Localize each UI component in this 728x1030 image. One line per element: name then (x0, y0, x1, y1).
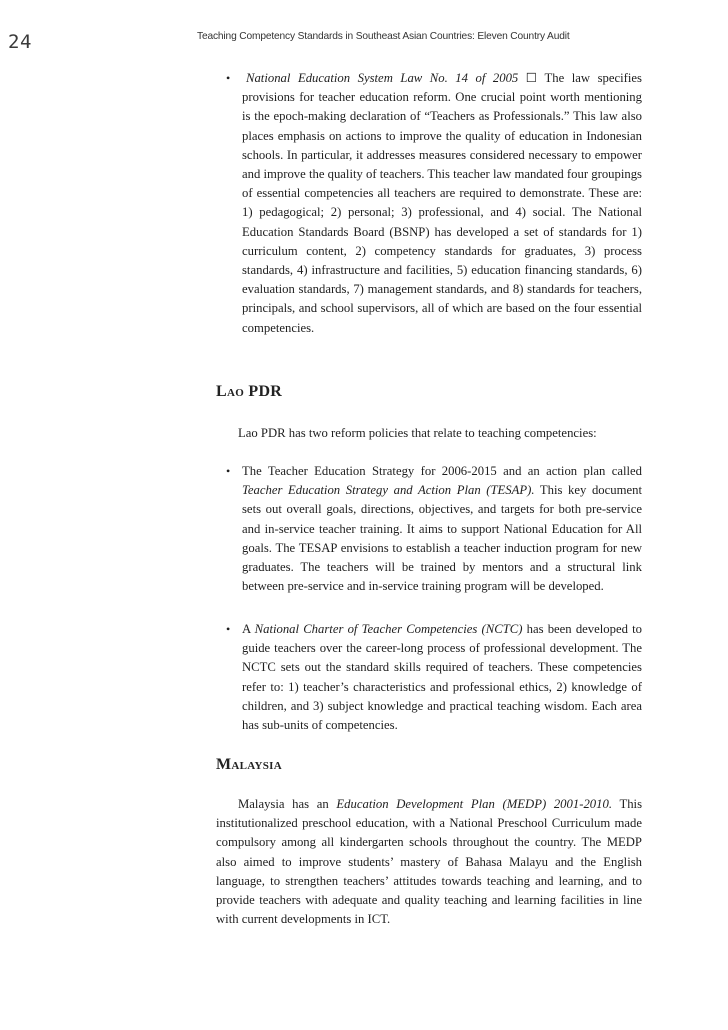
bullet-icon: • (226, 622, 231, 636)
list-item (216, 69, 642, 338)
section-heading-malaysia: Malaysia (216, 756, 283, 773)
bullet-body: The law specifies provisions for teacher education reform. One crucial point worth mentioning is the epoch-making declaration of “Teachers as Professionals.” This law also places emphasis on actions to improve the quality of education in Indonesian schools. In particular, it addresses measures considered necessary to empower and improve the quality of teachers. This teacher law mandated four groupings of essential competencies all teachers are required to demonstrate. These are: 1) pedagogical; 2) personal; 3) professional, and 4) social. The National Education Standards Board (BSNP) has developed a set of standards for 1) curriculum content, 2) competency standards for graduates, 3) process standards, 4) infrastructure and facilities, 5) education financing standards, 6) evaluation standards, 7) management standards, and 8) standards for teachers, principals, and school supervisors, all of which are based on the four essential competencies. (242, 71, 642, 335)
document-title: Teacher Education Strategy and Action Plan (TESAP). (242, 483, 535, 498)
page-number: 24 (8, 31, 32, 53)
bullet-body: A (242, 622, 255, 636)
list-item (216, 620, 642, 735)
bullet-text (242, 620, 642, 735)
bullet-body: This key document sets out overall goals, directions, objectives, and targets for both pre-service and in-service teacher training. It aims to support National Education for All goals. The TESAP envisions to establish a teacher induction program for new graduates. The teachers will be trained by mentors and a structural link between pre-service and in-service training program will be developed. (242, 483, 642, 594)
malaysia-paragraph (216, 795, 642, 929)
section-heading-lao: Lao PDR (216, 383, 283, 400)
document-title: Education Development Plan (MEDP) 2001-2010. (336, 797, 612, 811)
bullet-body: has been developed to guide teachers over the career-long process of professional development. The NCTC sets out the standard skills required of teachers. These competencies refer to: 1) teacher’s characteristics and professional ethics, 2) knowledge of children, and 3) subject knowledge and practical teaching wisdom. Each area has sub-units of competencies. (242, 622, 642, 733)
bullet-body: The Teacher Education Strategy for 2006-2015 and an action plan called (242, 464, 642, 478)
lao-intro: Lao PDR has two reform policies that relate to teaching competencies: (238, 426, 597, 440)
separator: ☐ (518, 71, 545, 85)
para-text: Malaysia has an (238, 797, 337, 811)
running-header: Teaching Competency Standards in Southeast Asian Countries: Eleven Country Audit (197, 31, 570, 42)
bullet-icon: • (226, 71, 231, 85)
para-text: This institutionalized preschool education, with a National Preschool Curriculum made compulsory among all kindergarten schools throughout the country. The MEDP also aimed to improve students’ mastery of Bahasa Malayu and the English language, to strengthen teachers’ attitudes towards teaching and learning, and to provide teachers with adequate and quality teaching and learning facilities in line with current developments in ICT. (216, 797, 643, 927)
law-title: National Education System Law No. 14 of 2005 (246, 71, 519, 85)
bullet-icon: • (226, 464, 231, 478)
bullet-text (242, 462, 642, 596)
document-title: National Charter of Teacher Competencies (NCTC) (254, 622, 523, 636)
list-item (216, 462, 642, 596)
bullet-text (242, 69, 642, 338)
